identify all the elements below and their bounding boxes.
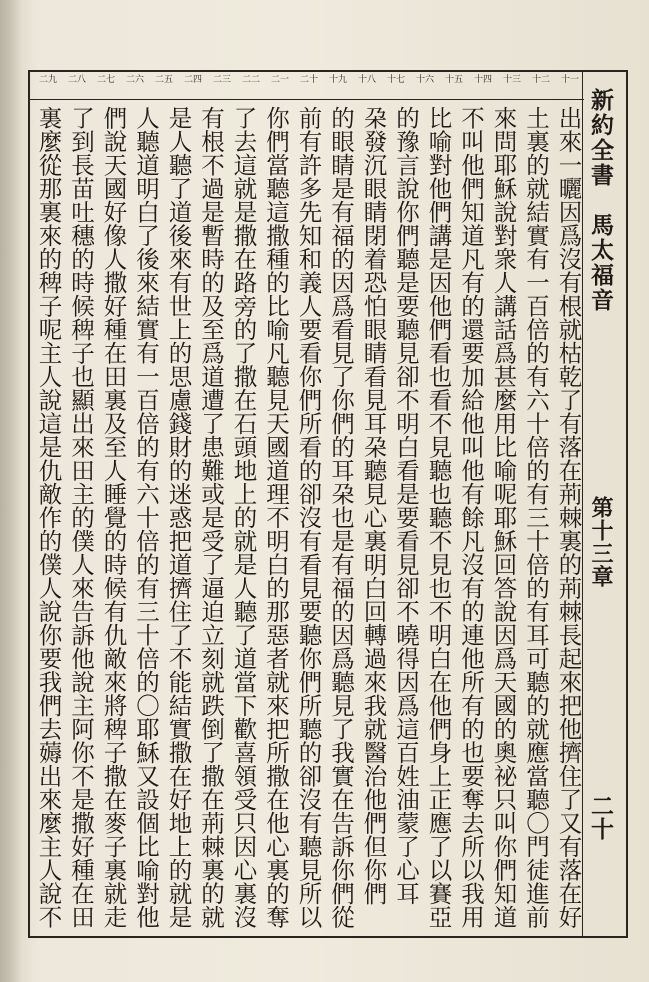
text-column: 是人聽了道後來有世上的思慮錢財的迷惑把道擠住了不能結實撒在好地上的就是 [164,106,193,929]
page-number: 二十 [587,794,614,840]
verse-number: 二六 [125,75,144,85]
verse-number: 十八 [357,75,376,85]
verse-number: 二五 [154,75,173,85]
text-column: 你們當聽這撒種的比喻凡聽見天國道理不明白的那惡者就來把所撒在他心裏的奪 [262,106,290,929]
verse-number: 二九 [38,75,57,85]
verse-number: 二八 [67,75,86,85]
verse-number: 二十 [299,75,318,85]
text-column: 了到長苗吐穗的時候稗子也顯出來田主的僕人來告訴他說主阿你不是撒好種在田 [67,106,95,929]
text-column: 朶發沉眼睛閉着恐怕眼睛看見耳朶聽見心裏明白回轉過來我就醫治他們但你們 [359,106,388,905]
text-column: 土裏的就結實有一百倍的有六十倍的有三十倍的有耳可聽的就應當聽〇門徒進前 [522,106,550,929]
text-column: 有根不過是暫時的及至爲道遭了患難或是受了逼迫立刻就跌倒了撒在荊棘裏的就 [197,106,225,929]
text-column: 了去這就是撒在路旁的了撒在石頭地上的就是人聽了道當下歡喜領受只因心裏沒 [229,106,258,929]
verse-number: 二四 [183,75,202,85]
verse-number-strip [30,72,584,100]
binding-shadow [0,0,22,982]
book-title: 新約全書 馬太福音 [587,88,614,313]
text-column: 前有許多先知和義人要看你們所看的卻沒有看見要聽你們所聽的卻沒有聽見所以 [294,106,323,929]
verse-number: 十九 [328,75,347,85]
verse-number: 二二 [241,75,260,85]
verse-number: 十三 [502,75,521,85]
text-column: 出來一曬因爲沒有根就枯乾了有落在荊棘裏的荊棘長起來把他擠住了又有落在好 [554,106,583,929]
verse-number: 二一 [270,75,289,85]
verse-number: 十六 [415,75,434,85]
text-column: 不叫他們知道凡有的還要加給他叫他有餘凡沒有的連他所有的也要奪去所以我用 [457,106,485,929]
verse-number: 十四 [473,75,492,85]
verse-number: 十二 [531,75,550,85]
verse-number: 十五 [444,75,463,85]
chapter-label: 第十三章 [588,496,614,588]
verse-number: 二三 [212,75,231,85]
verse-number: 二七 [96,75,115,85]
verse-number: 十七 [386,75,405,85]
text-column: 的眼睛是有福的因爲看見了你們的耳朶也是有福的因爲聽見了我實在告訴你們從 [327,106,355,929]
verse-number: 十一 [560,75,579,85]
text-column: 的豫言說你們聽是要聽見卻不明白看是要看見卻不曉得因爲這百姓油蒙了心耳 [392,106,420,905]
text-column: 人聽道明白了後來結實有一百倍的有六十倍的有三十倍的〇耶穌又設個比喻對他 [132,106,160,929]
running-header [582,72,626,936]
text-column: 們說天國好像人撒好種在田裏及至人睡覺的時候有仇敵來將稗子撒在麥子裏就走 [99,106,128,929]
text-column: 比喻對他們講是因他們看也看不見聽也聽不見也不明白在他們身上正應了以賽亞 [424,106,453,929]
text-column: 裏麼從那裏來的稗子呢主人說這是仇敵作的僕人說你要我們去薅出來麼主人說不 [34,106,63,929]
text-column: 來問耶穌說對衆人講話爲甚麼用比喻呢耶穌回答說因爲天國的奧祕只叫你們知道 [489,106,518,929]
page-frame [28,70,628,938]
